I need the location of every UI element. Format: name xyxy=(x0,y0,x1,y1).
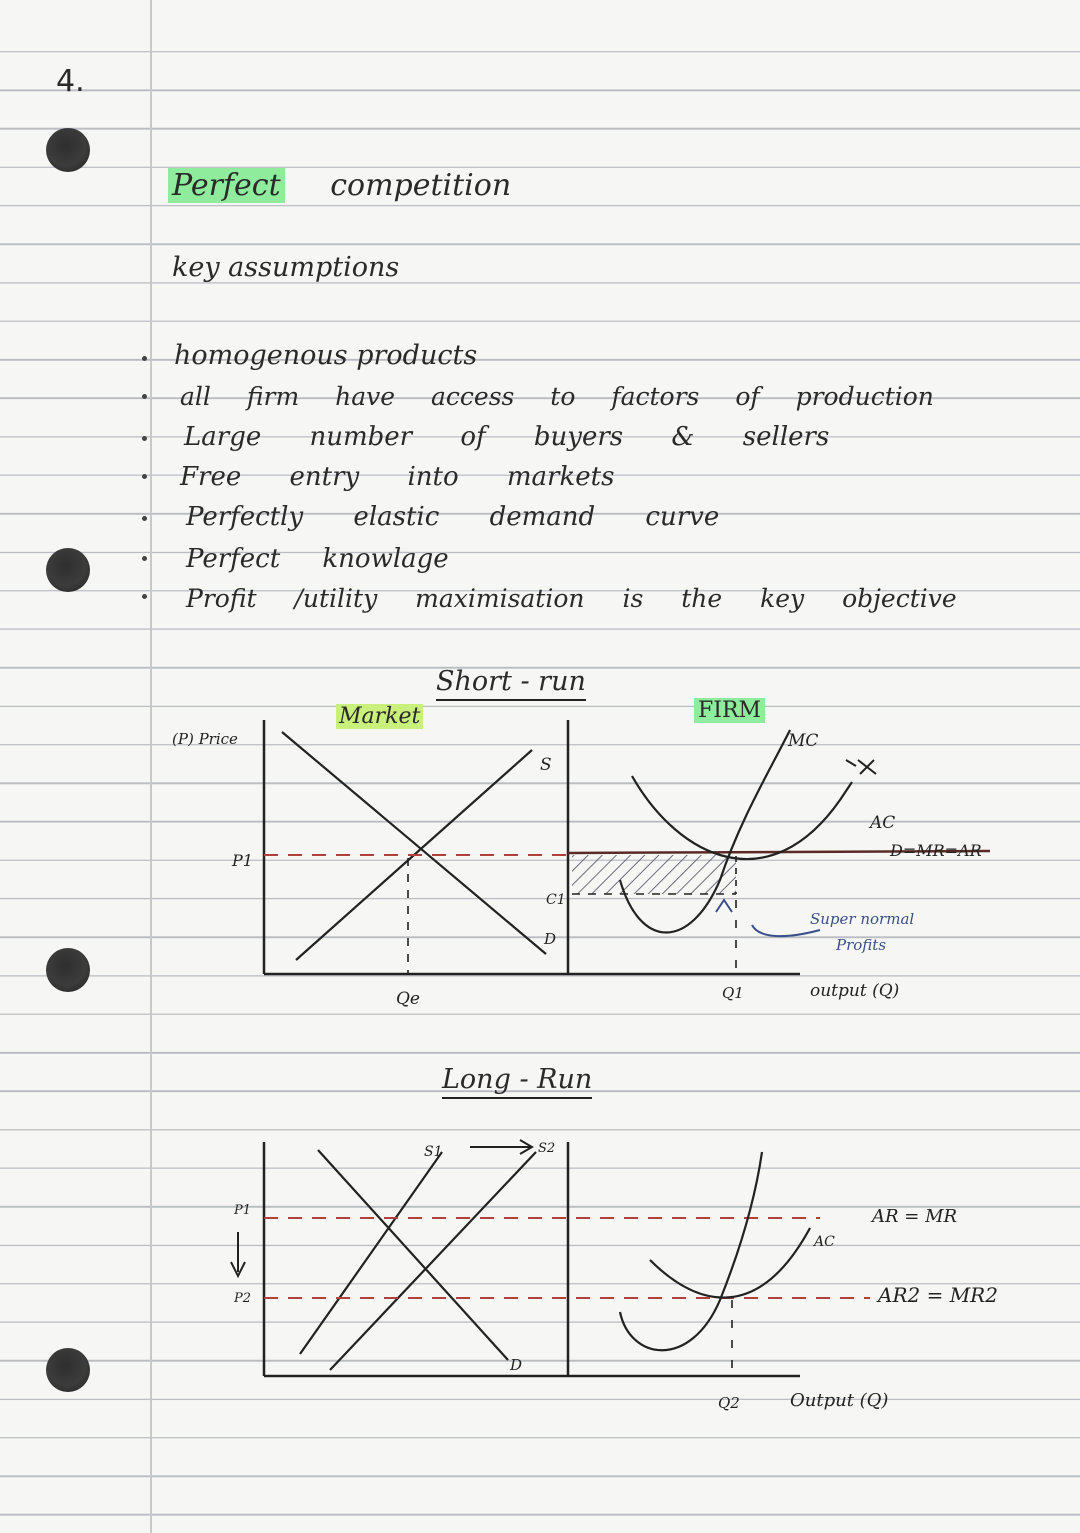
mc-curve xyxy=(620,730,790,933)
firm-label: FIRM xyxy=(694,698,765,723)
title-word-competition: competition xyxy=(330,168,512,203)
subtitle: key assumptions xyxy=(172,252,400,283)
lr-supply-s1 xyxy=(300,1152,442,1354)
demand-label: D xyxy=(544,930,557,948)
profits-label: Profits xyxy=(836,936,887,954)
assumption-item: Large number of buyers & sellers xyxy=(184,422,830,452)
lr-demand-curve xyxy=(318,1150,508,1360)
c1-label: C1 xyxy=(546,892,566,908)
lr-mc-curve xyxy=(620,1152,762,1350)
assumption-item: homogenous products xyxy=(174,340,478,371)
ar-mr-label: AR = MR xyxy=(872,1206,958,1227)
ac-label: AC xyxy=(870,813,896,833)
market-label: Market xyxy=(336,704,423,729)
q1-label: Q1 xyxy=(722,984,744,1002)
demand-curve xyxy=(282,732,546,954)
price-axis-label: (P) Price xyxy=(172,730,238,748)
lr-p2-label: P2 xyxy=(234,1291,252,1306)
lr-ac-label: AC xyxy=(814,1234,835,1250)
lr-supply-s2 xyxy=(330,1152,536,1370)
assumption-item: Perfectly elastic demand curve xyxy=(186,502,720,532)
output-label: output (Q) xyxy=(810,981,900,1001)
lr-demand-label: D xyxy=(510,1356,523,1374)
ar2-mr2-label: AR2 = MR2 xyxy=(878,1283,998,1307)
lr-p1-label: P1 xyxy=(234,1203,252,1218)
supernormal-label: Super normal xyxy=(810,910,915,928)
ac-curve xyxy=(632,776,852,859)
short-run-market-diagram xyxy=(264,720,568,974)
q2-label: Q2 xyxy=(718,1394,740,1412)
d-mr-ar-label: D=MR=AR xyxy=(890,841,982,860)
assumption-item: all firm have access to factors of production xyxy=(180,382,934,411)
p1-label: P1 xyxy=(232,851,253,870)
supernormal-arrow-head xyxy=(716,900,732,912)
supernormal-profit-area xyxy=(572,855,736,894)
s1-label: S1 xyxy=(424,1144,443,1160)
assumption-item: Profit /utility maximisation is the key objective xyxy=(186,584,957,613)
long-run-heading: Long - Run xyxy=(442,1064,592,1099)
mc-label: MC xyxy=(788,731,819,751)
assumption-item: Perfect knowlage xyxy=(186,544,449,574)
s2-label: S2 xyxy=(538,1141,556,1156)
lr-ac-curve xyxy=(650,1228,810,1298)
long-run-market-diagram xyxy=(231,1140,870,1376)
long-run-firm-diagram xyxy=(568,1152,980,1376)
title-word-perfect: Perfect xyxy=(168,168,285,203)
supply-label: S xyxy=(540,755,552,775)
short-run-heading: Short - run xyxy=(436,666,586,701)
assumption-item: Free entry into markets xyxy=(180,462,615,492)
qe-label: Qe xyxy=(396,989,420,1009)
page-number: 4. xyxy=(56,64,85,99)
cross-icon xyxy=(846,760,876,774)
lr-output-label: Output (Q) xyxy=(790,1390,889,1411)
